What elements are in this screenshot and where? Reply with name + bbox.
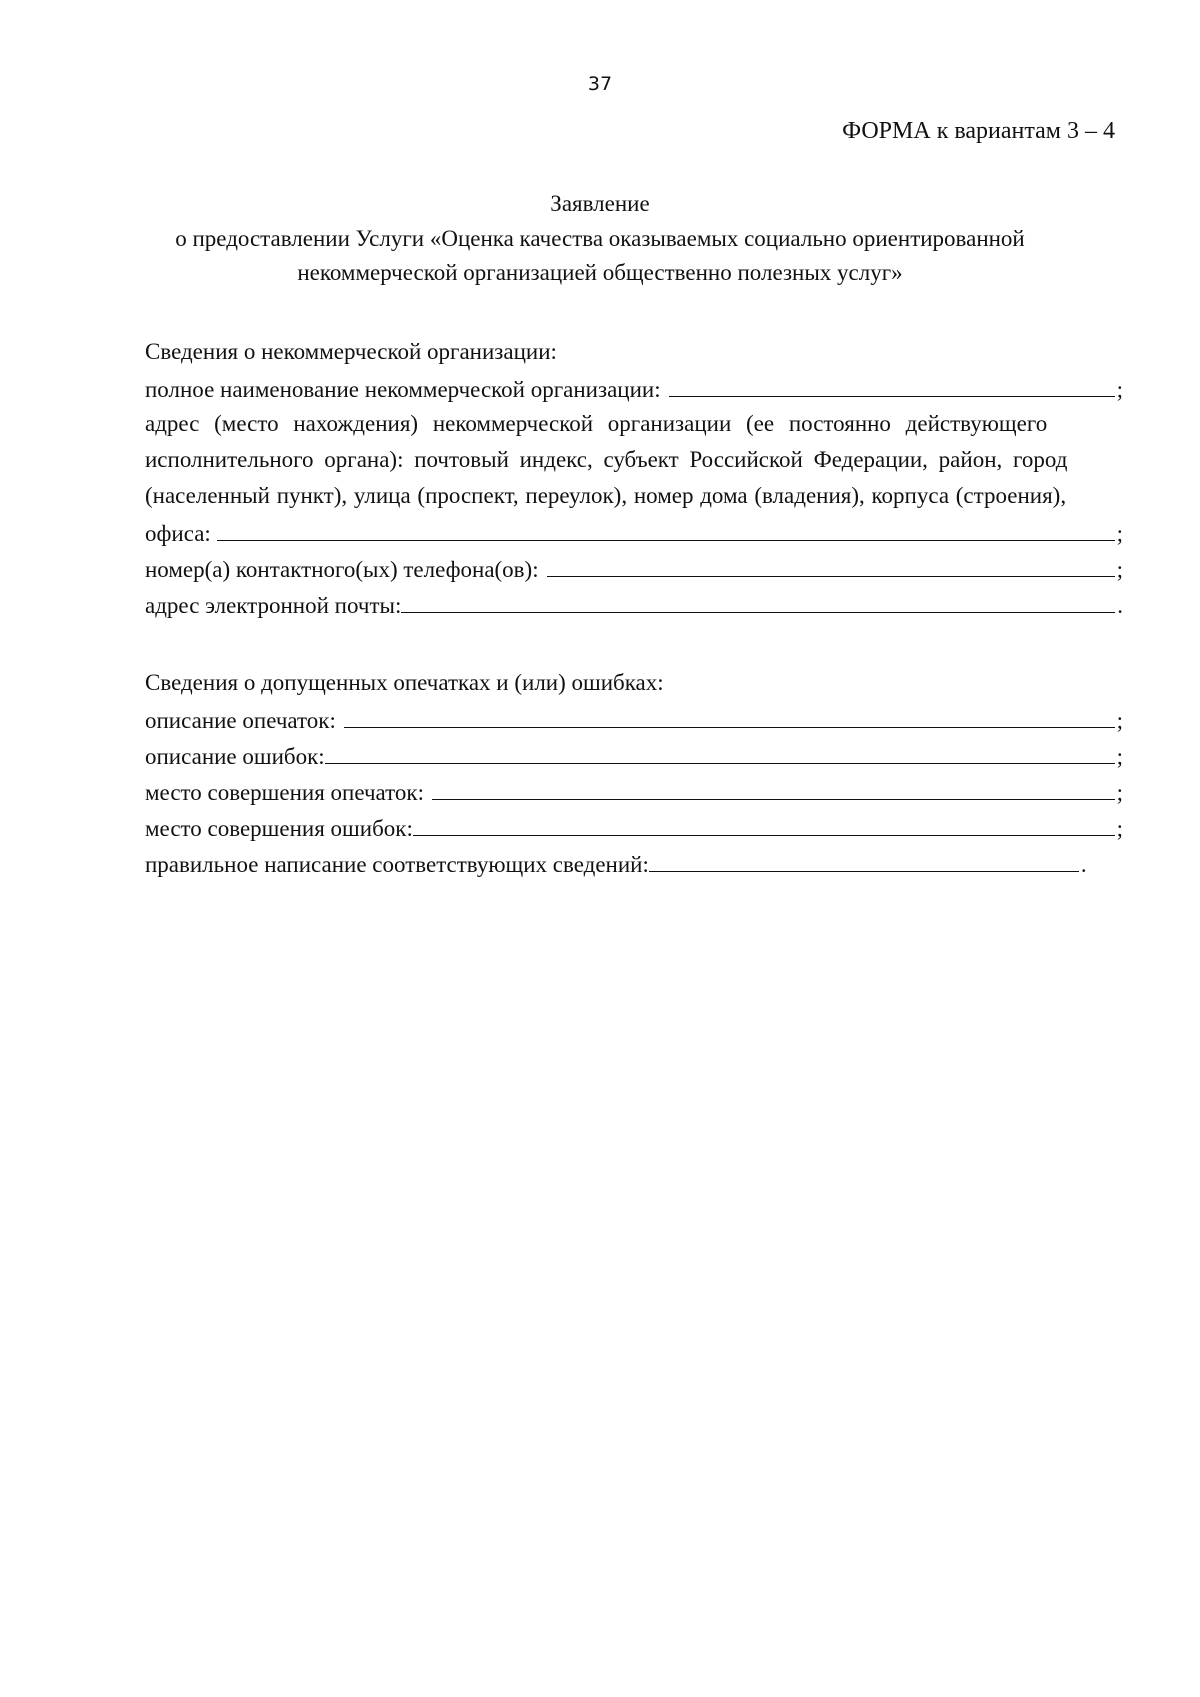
full-name-blank[interactable]: [669, 370, 1115, 397]
phone-label: номер(а) контактного(ых) телефона(ов):: [145, 557, 539, 582]
address-text-line-2: исполнительного органа): почтовый индекс, субъект Российской Федерации, район, город: [145, 447, 1068, 472]
subtitle-line-2: некоммерческой организацией общественно полезных услуг»: [297, 260, 903, 285]
full-name-label: полное наименование некоммерческой организации:: [145, 377, 661, 402]
address-text-line-1: адрес (место нахождения) некоммерческой организации (ее постоянно действующего: [145, 411, 1048, 436]
org-info-section: [145, 334, 1123, 622]
errors-section: [145, 665, 1123, 881]
office-label: офиса:: [145, 521, 211, 546]
errors-description-blank[interactable]: [325, 737, 1115, 764]
errors-place-blank[interactable]: [413, 809, 1115, 836]
typos-place-label: место совершения опечаток:: [145, 780, 424, 805]
phone-blank[interactable]: [547, 550, 1115, 577]
phone-field[interactable]: номер(а) контактного(ых) телефона(ов): ;: [145, 550, 1123, 586]
errors-description-label: описание ошибок:: [145, 744, 325, 769]
document-title: Заявление: [550, 191, 650, 216]
correct-spelling-blank[interactable]: [649, 845, 1079, 872]
typos-description-blank[interactable]: [344, 701, 1115, 728]
correct-spelling-label: правильное написание соответствующих сведений:: [145, 852, 649, 877]
typos-description-field[interactable]: описание опечаток: ;: [145, 701, 1123, 737]
address-text-line-3: (населенный пункт), улица (проспект, переулок), номер дома (владения), корпуса (строения),: [145, 483, 1067, 508]
document-subtitle: [130, 222, 1070, 290]
correct-spelling-field[interactable]: правильное написание соответствующих сведений: .: [145, 845, 1123, 881]
email-blank[interactable]: [401, 586, 1115, 613]
form-label: ФОРМА к вариантам 3 – 4: [842, 118, 1115, 144]
email-field[interactable]: адрес электронной почты: .: [145, 586, 1123, 622]
errors-description-field[interactable]: описание ошибок: ;: [145, 737, 1123, 773]
errors-place-label: место совершения ошибок:: [145, 816, 413, 841]
subtitle-line-1: о предоставлении Услуги «Оценка качества оказываемых социально ориентированной: [175, 226, 1025, 251]
address-blank[interactable]: [217, 514, 1115, 541]
typos-place-field[interactable]: место совершения опечаток: ;: [145, 773, 1123, 809]
org-section-heading: Сведения о некоммерческой организации:: [145, 339, 557, 364]
page-number: 37: [587, 73, 613, 95]
errors-section-heading: Сведения о допущенных опечатках и (или) ошибках:: [145, 670, 664, 695]
full-name-field[interactable]: полное наименование некоммерческой организации: ;: [145, 370, 1123, 406]
typos-place-blank[interactable]: [432, 773, 1115, 800]
errors-place-field[interactable]: место совершения ошибок: ;: [145, 809, 1123, 845]
typos-description-label: описание опечаток:: [145, 708, 336, 733]
office-field[interactable]: офиса: ;: [145, 514, 1123, 550]
email-label: адрес электронной почты:: [145, 593, 402, 618]
